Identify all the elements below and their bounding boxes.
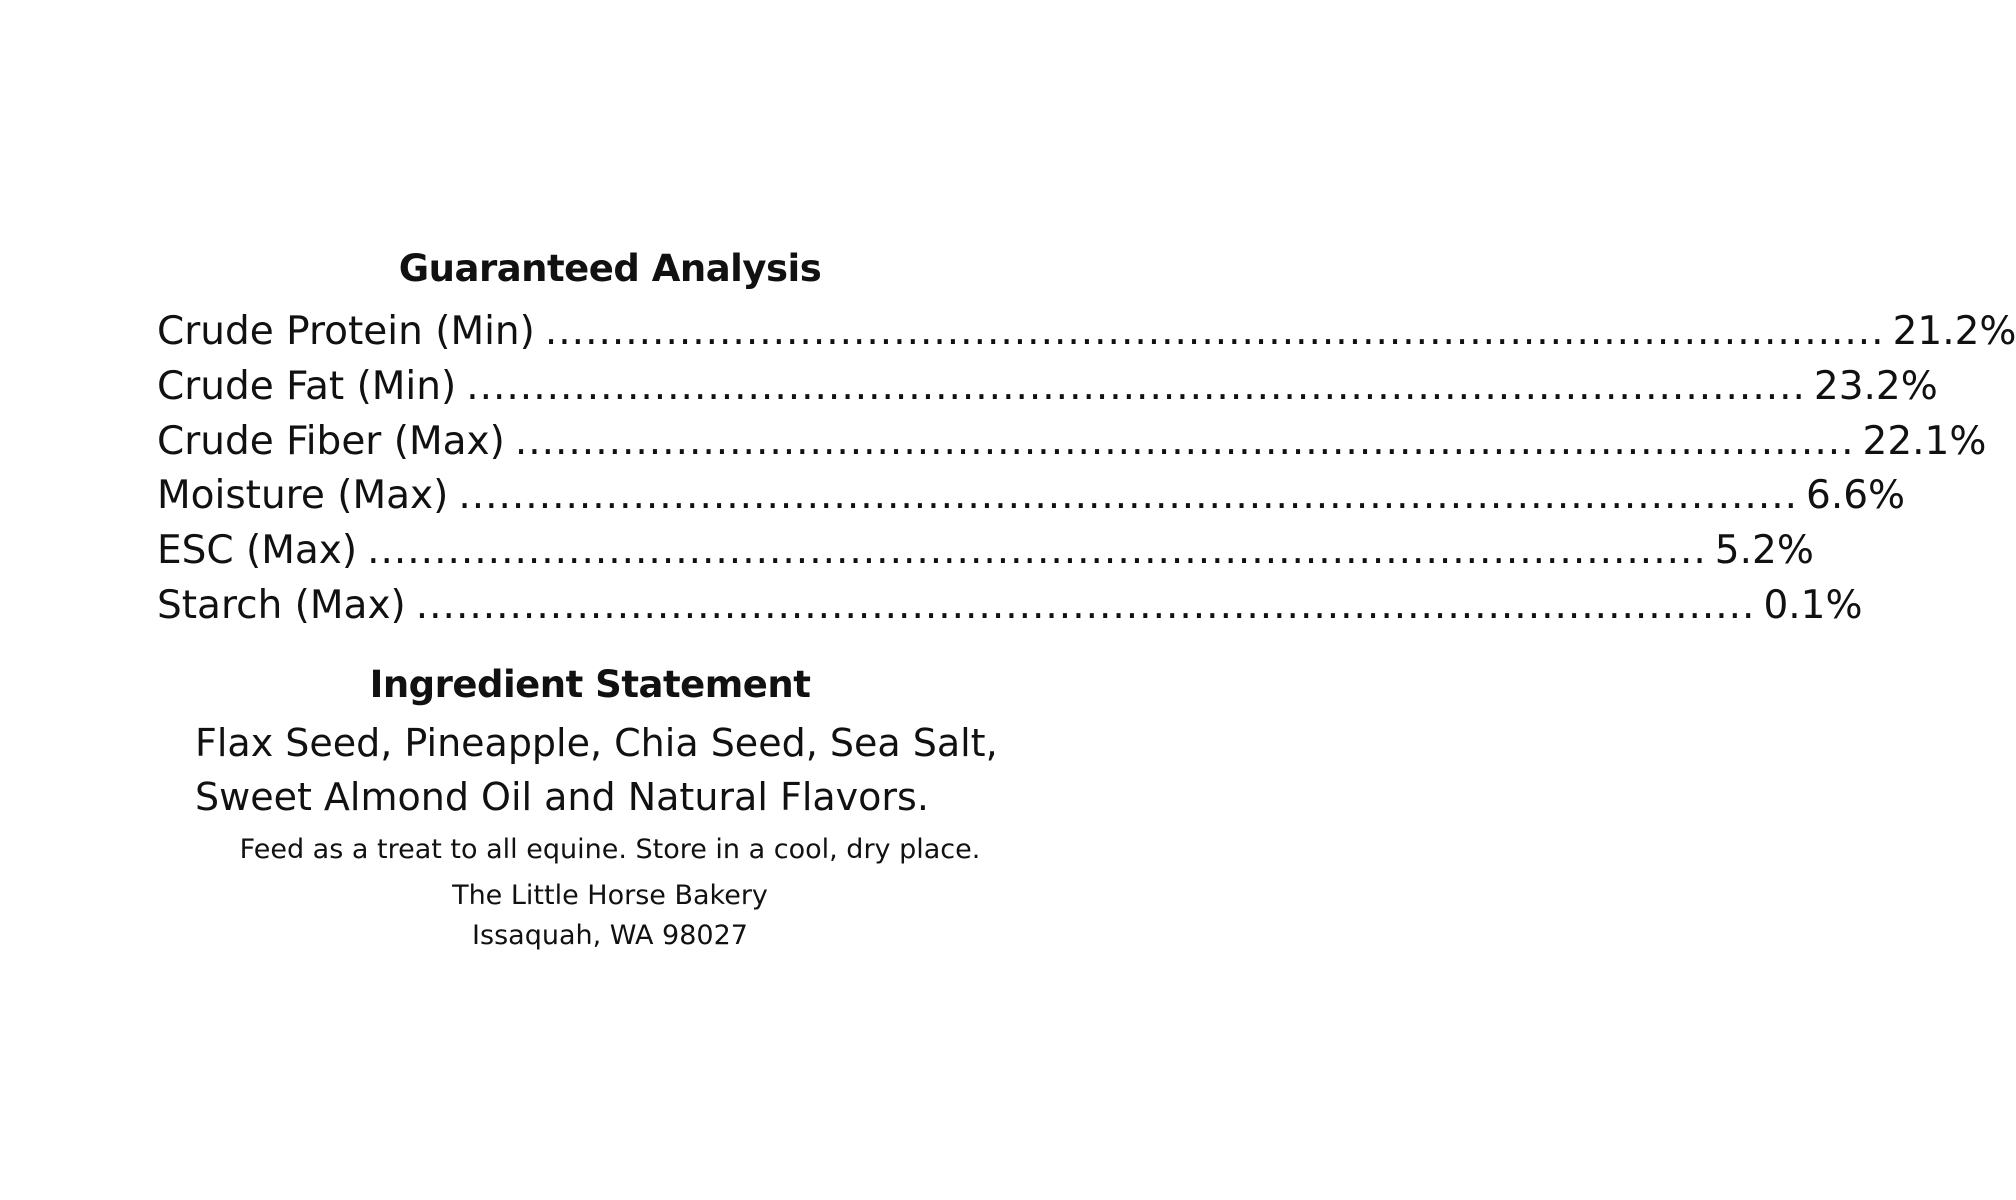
bakery-name: The Little Horse Bakery (452, 880, 768, 911)
analysis-row (157, 469, 1906, 524)
guaranteed-analysis-table (157, 305, 2016, 634)
analysis-row (157, 305, 2016, 360)
dot-leader: .................................................................................................... (415, 582, 1756, 628)
analysis-row-name: Moisture (Max) (157, 473, 449, 519)
analysis-row (157, 360, 1938, 415)
dot-leader: .................................................................................................... (544, 309, 1885, 354)
analysis-row-name: ESC (Max) (157, 528, 358, 574)
feeding-note: Feed as a treat to all equine. Store in a cool, dry place. (239, 834, 981, 865)
analysis-row-value: 23.2% (1813, 363, 1938, 409)
analysis-row-value: 21.2% (1892, 309, 2016, 354)
analysis-row-name: Crude Fat (Min) (157, 363, 457, 409)
analysis-row-value: 22.1% (1862, 418, 1987, 464)
analysis-row-value: 5.2% (1714, 528, 1814, 574)
dot-leader: .................................................................................................... (514, 418, 1855, 464)
dot-leader: .................................................................................................... (458, 473, 1799, 519)
ingredient-list (195, 716, 1095, 824)
ingredient-statement-title: Ingredient Statement (369, 663, 811, 706)
analysis-row-name: Starch (Max) (157, 582, 406, 628)
analysis-row-value: 6.6% (1806, 473, 1906, 519)
dot-leader: .................................................................................................... (367, 528, 1707, 574)
bakery-address: Issaquah, WA 98027 (472, 920, 748, 951)
analysis-row-value: 0.1% (1763, 582, 1863, 628)
analysis-row (157, 524, 1814, 579)
dot-leader: .................................................................................................... (466, 363, 1806, 409)
guaranteed-analysis-title: Guaranteed Analysis (398, 247, 822, 290)
bakery-info (0, 876, 1220, 956)
analysis-row (157, 579, 1863, 634)
analysis-row (157, 415, 1987, 470)
analysis-row-name: Crude Fiber (Max) (157, 418, 505, 464)
ingredient-line: Sweet Almond Oil and Natural Flavors. (195, 775, 929, 819)
ingredient-line: Flax Seed, Pineapple, Chia Seed, Sea Salt, (195, 721, 998, 765)
analysis-row-name: Crude Protein (Min) (157, 309, 535, 354)
